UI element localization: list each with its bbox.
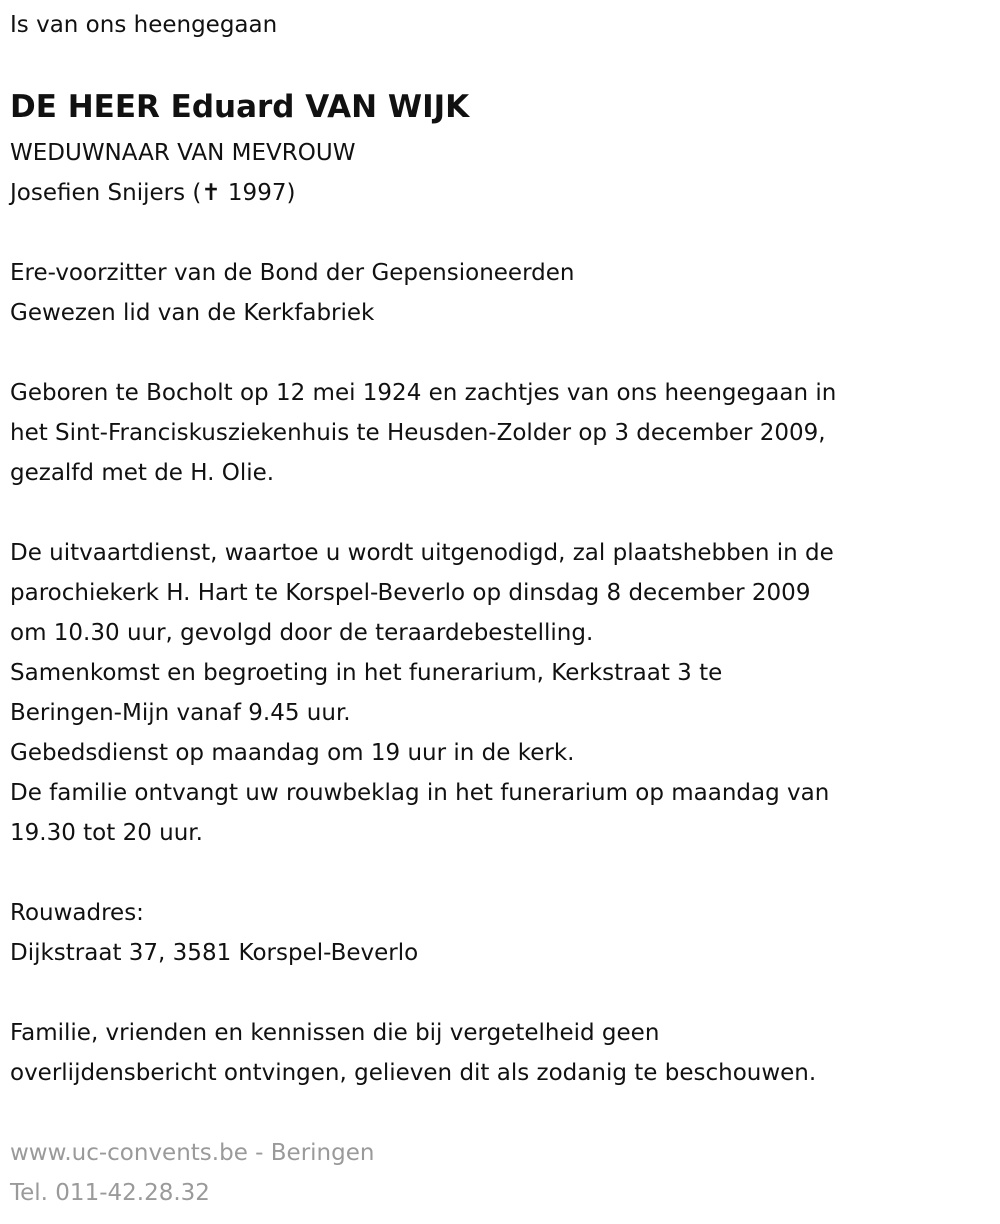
role-line: Ere-voorzitter van de Bond der Gepensioneerden xyxy=(10,260,575,286)
funeral-line: De uitvaartdienst, waartoe u wordt uitgenodigd, zal plaatshebben in de xyxy=(10,540,834,566)
funeral-line: parochiekerk H. Hart te Korspel-Beverlo op dinsdag 8 december 2009 xyxy=(10,580,811,606)
notice-line: overlijdensbericht ontvingen, gelieven dit als zodanig te beschouwen. xyxy=(10,1060,817,1086)
notice-line: Familie, vrienden en kennissen die bij vergetelheid geen xyxy=(10,1020,660,1046)
funeral-line: Beringen-Mijn vanaf 9.45 uur. xyxy=(10,700,351,726)
role-line: Gewezen lid van de Kerkfabriek xyxy=(10,300,375,326)
deceased-name: DE HEER Eduard VAN WIJK xyxy=(10,89,470,125)
funeral-line: Samenkomst en begroeting in het funerarium, Kerkstraat 3 te xyxy=(10,660,723,686)
birth-death-line: het Sint-Franciskusziekenhuis te Heusden-Zolder op 3 december 2009, xyxy=(10,420,826,446)
funeral-line: Gebedsdienst op maandag om 19 uur in de kerk. xyxy=(10,740,575,766)
birth-death-line: gezalfd met de H. Olie. xyxy=(10,460,275,486)
address-value: Dijkstraat 37, 3581 Korspel-Beverlo xyxy=(10,940,419,966)
funeral-line: om 10.30 uur, gevolgd door de teraardebestelling. xyxy=(10,620,594,646)
spouse-line: WEDUWNAAR VAN MEVROUW xyxy=(10,140,356,166)
footer-phone: Tel. 011-42.28.32 xyxy=(10,1180,210,1206)
birth-death-line: Geboren te Bocholt op 12 mei 1924 en zachtjes van ons heengegaan in xyxy=(10,380,837,406)
footer-website: www.uc-convents.be - Beringen xyxy=(10,1140,375,1166)
intro-text: Is van ons heengegaan xyxy=(10,12,278,38)
address-label: Rouwadres: xyxy=(10,900,144,926)
funeral-line: 19.30 tot 20 uur. xyxy=(10,820,203,846)
funeral-line: De familie ontvangt uw rouwbeklag in het funerarium op maandag van xyxy=(10,780,830,806)
spouse-name: Josefien Snijers (✝ 1997) xyxy=(10,180,296,206)
